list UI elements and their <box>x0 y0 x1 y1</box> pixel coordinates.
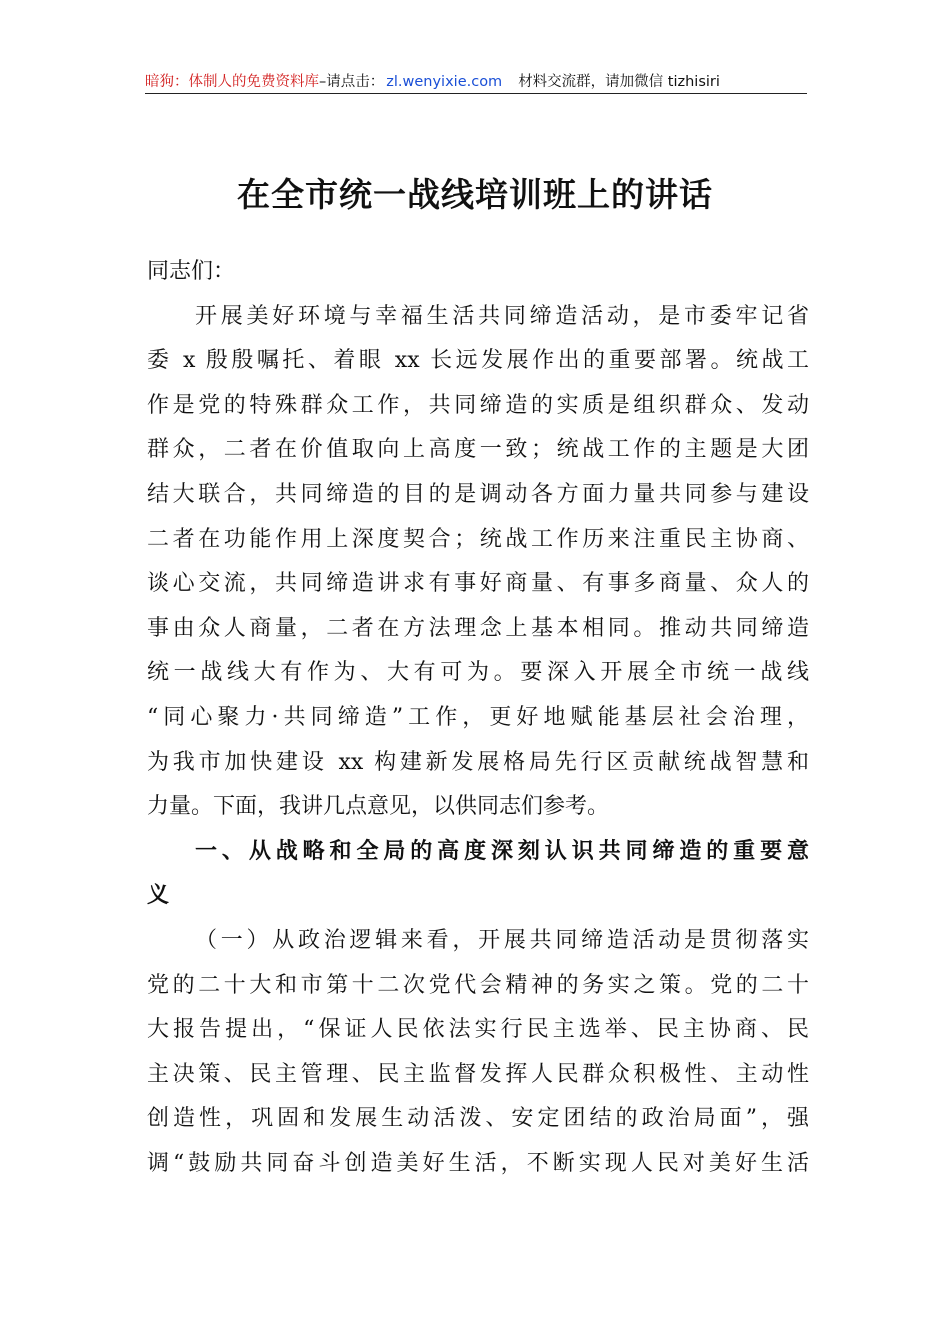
header-divider <box>145 93 807 94</box>
paragraph-line: 统一战线大有作为、大有可为。要深入开展全市统一战线 <box>147 660 809 686</box>
header-link[interactable]: zl.wenyixie.com <box>386 74 503 90</box>
paragraph-line: 为我市加快建设 xx 构建新发展格局先行区贡献统战智慧和 <box>147 749 809 775</box>
paragraph-line: 群众，二者在价值取向上高度一致；统战工作的主题是大团 <box>147 437 809 463</box>
page-title: 在全市统一战线培训班上的讲话 <box>237 175 713 214</box>
paragraph-line: 创造性，巩固和发展生动活泼、安定团结的政治局面”，强 <box>147 1106 809 1132</box>
paragraph-line: 调“鼓励共同奋斗创造美好生活，不断实现人民对美好生活 <box>147 1150 809 1176</box>
header-bar <box>145 70 807 94</box>
paragraph-line: 事由众人商量，二者在方法理念上基本相同。推动共同缔造 <box>147 615 809 641</box>
section-heading: 一、从战略和全局的高度深刻认识共同缔造的重要意 <box>195 838 809 864</box>
paragraph-line: 主决策、民主管理、民主监督发挥人民群众积极性、主动性 <box>147 1061 809 1087</box>
paragraph-line: 委 x 殷殷嘱托、着眼 xx 长远发展作出的重要部署。统战工 <box>147 348 809 374</box>
header-group-note: 材料交流群，请加微信 tizhisiri <box>518 74 720 90</box>
salutation: 同志们： <box>147 259 236 284</box>
header-brand: 暗狗：体制人的免费资料库 <box>145 74 319 90</box>
paragraph-line: 大报告提出，“保证人民依法实行民主选举、民主协商、民 <box>147 1017 809 1043</box>
paragraph-line: 党的二十大和市第十二次党代会精神的务实之策。党的二十 <box>147 972 809 998</box>
section-heading: 义 <box>147 883 170 909</box>
paragraph-line: 开展美好环境与幸福生活共同缔造活动，是市委牢记省 <box>195 303 809 329</box>
paragraph-line: 结大联合，共同缔造的目的是调动各方面力量共同参与建设 <box>147 481 809 507</box>
document-body <box>147 250 809 1186</box>
paragraph-line: 作是党的特殊群众工作，共同缔造的实质是组织群众、发动 <box>147 392 809 418</box>
paragraph-line: 谈心交流，共同缔造讲求有事好商量、有事多商量、众人的 <box>147 571 809 597</box>
paragraph-line: （一）从政治逻辑来看，开展共同缔造活动是贯彻落实 <box>195 927 809 953</box>
header-click-prompt: –请点击： <box>319 74 385 90</box>
paragraph-line: “同心聚力·共同缔造”工作，更好地赋能基层社会治理， <box>147 704 809 730</box>
paragraph-line: 力量。下面，我讲几点意见，以供同志们参考。 <box>147 794 610 820</box>
paragraph-line: 二者在功能作用上深度契合；统战工作历来注重民主协商、 <box>147 526 809 552</box>
